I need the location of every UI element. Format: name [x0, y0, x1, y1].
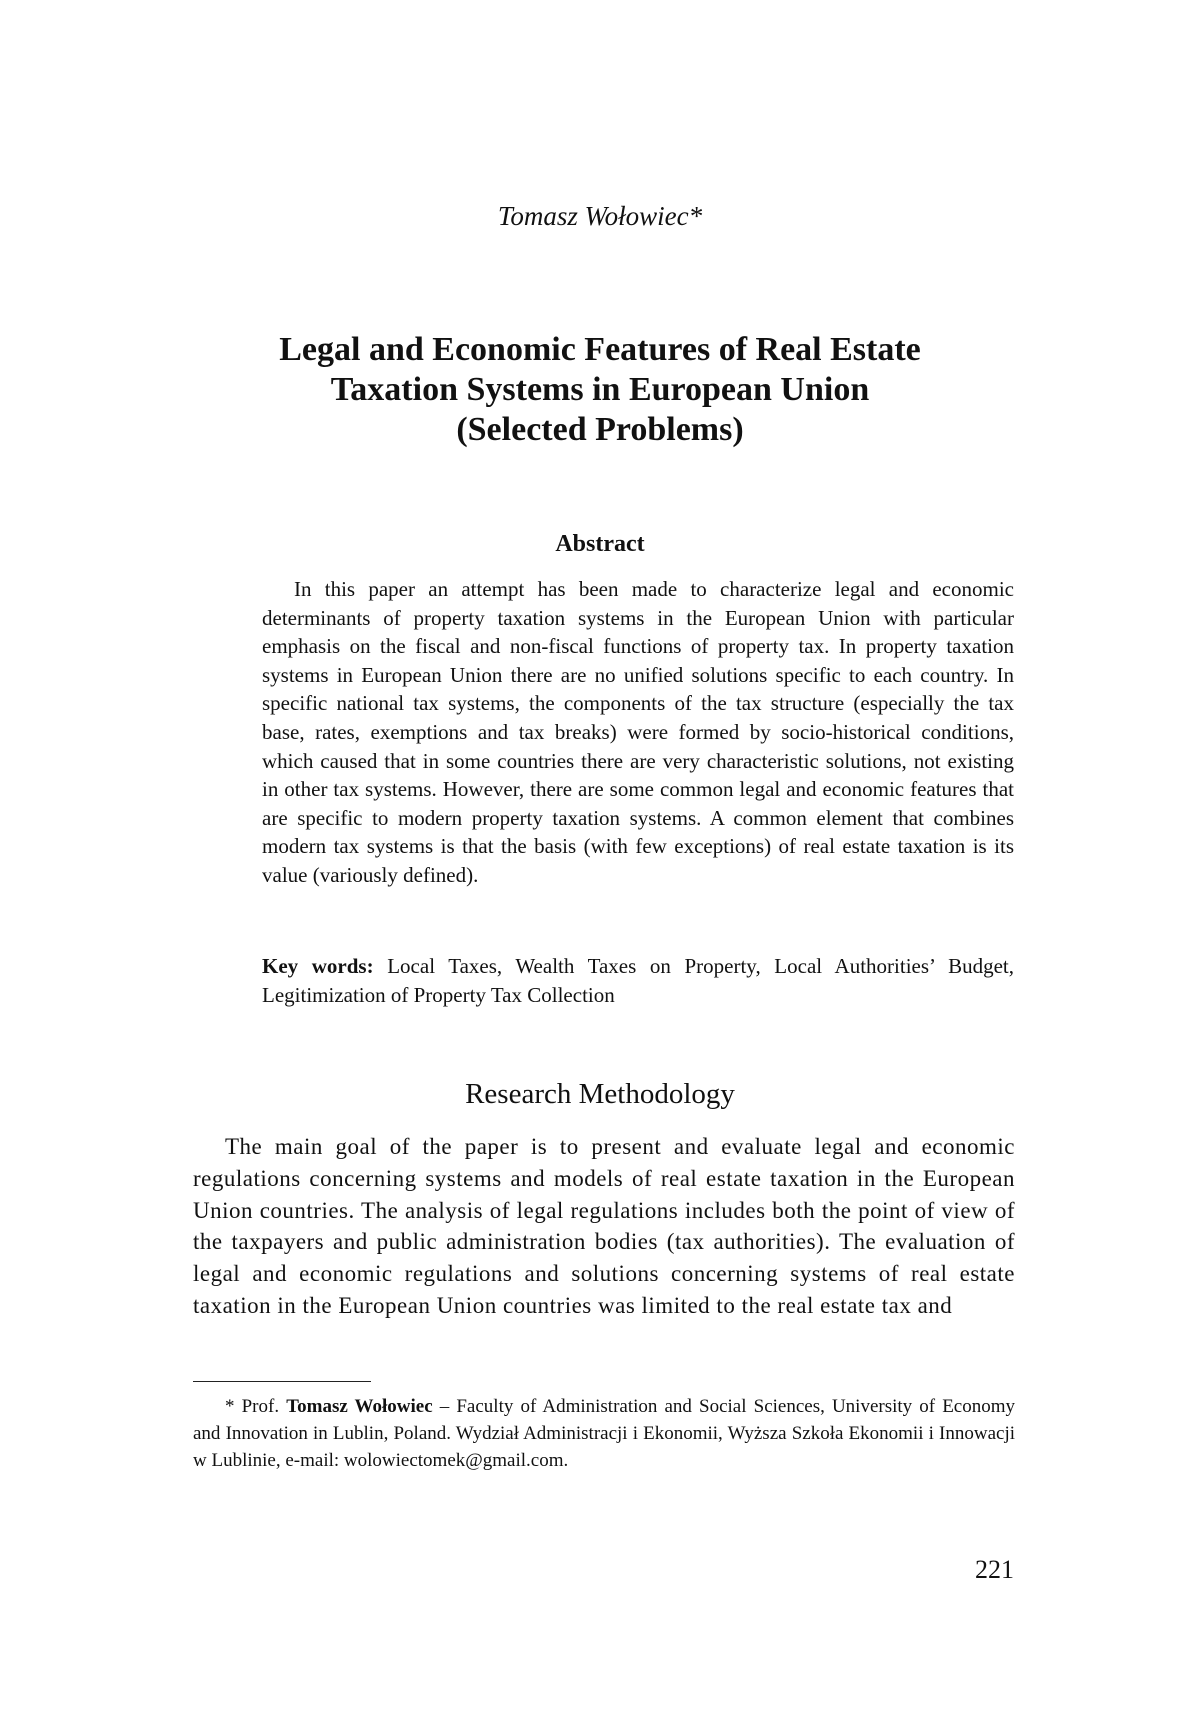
- title-line-1: Legal and Economic Features of Real Estate: [279, 331, 921, 368]
- title-line-3: (Selected Problems): [456, 411, 744, 448]
- abstract-heading: Abstract: [555, 531, 645, 557]
- section-heading: Research Methodology: [465, 1078, 735, 1110]
- keywords: [262, 952, 1014, 1010]
- footnote-author-name: Tomasz Wołowiec: [286, 1396, 433, 1417]
- footnote-text: – Faculty of Administration and Social Sciences, University of Economy and Innovation in Lublin, Poland. Wydział Administracji i Ekonomii, Wyższa Szkoła Ekonomii i Innowacji w Lublinie, e-mail: wolowiectomek@gmail.com.: [193, 1396, 1016, 1471]
- abstract-text: In this paper an attempt has been made to characterize legal and economic determinants of property taxation systems in the European Union with particular emphasis on the fiscal and non-fiscal functions of property tax. In property taxation systems in European Union there are no unified solutions specific to each country. In specific national tax systems, the components of the tax structure (especially the tax base, rates, exemptions and tax breaks) were formed by socio-historical conditions, which caused that in some countries there are very characteristic solutions, not existing in other tax systems. However, there are some common legal and economic features that are specific to modern property taxation systems. A common element that combines modern tax systems is that the basis (with few exceptions) of real estate taxation is its value (variously defined).: [262, 577, 1014, 887]
- page-number: 221: [975, 1555, 1014, 1584]
- footnote-rule: [193, 1381, 371, 1382]
- author-name: Tomasz Wołowiec*: [497, 201, 703, 231]
- footnote-prefix: Prof.: [241, 1396, 280, 1417]
- keywords-text: Local Taxes, Wealth Taxes on Property, Local Authorities’ Budget, Legitimization of Property Tax Collection: [262, 954, 1014, 1007]
- footnote-marker: *: [225, 1396, 235, 1417]
- footnote: [193, 1393, 1015, 1474]
- title-line-2: Taxation Systems in European Union: [330, 371, 870, 408]
- paper-title: [190, 330, 1010, 450]
- keywords-label: Key words:: [262, 954, 374, 978]
- section-text: The main goal of the paper is to present and evaluate legal and economic regulations concerning systems and models of real estate taxation in the European Union countries. The analysis of legal regulations includes both the point of view of the taxpayers and public administration bodies (tax authorities). The evaluation of legal and economic regulations and solutions concerning systems of real estate taxation in the European Union countries was limited to the real estate tax and: [193, 1134, 1015, 1318]
